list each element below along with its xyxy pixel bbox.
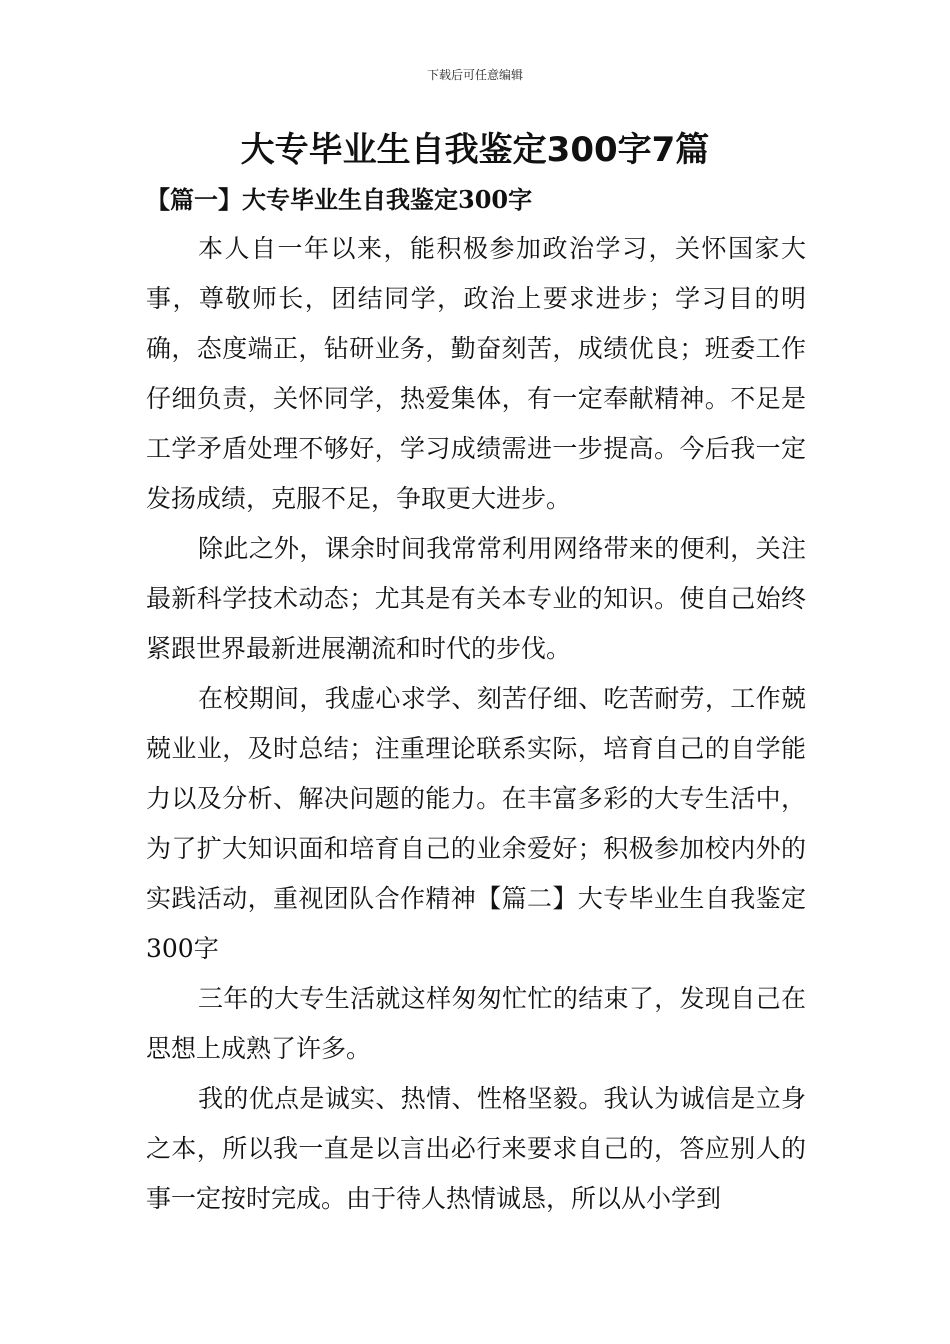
- paragraph: 在校期间，我虚心求学、刻苦仔细、吃苦耐劳，工作兢兢业业，及时总结；注重理论联系实际，培育自己的自学能力以及分析、解决问题的能力。在丰富多彩的大专生活中，为了扩大知识面和培育自己的业余爱好；积极参加校内外的实践活动，重视团队合作精神【篇二】大专毕业生自我鉴定300字: [146, 684, 806, 963]
- document-body: [146, 224, 806, 1224]
- paragraph: 本人自一年以来，能积极参加政治学习，关怀国家大事，尊敬师长，团结同学，政治上要求进步；学习目的明确，态度端正，钻研业务，勤奋刻苦，成绩优良；班委工作仔细负责，关怀同学，热爱集体，有一定奉献精神。不足是工学矛盾处理不够好，学习成绩需进一步提高。今后我一定发扬成绩，克服不足，争取更大进步。: [146, 234, 806, 513]
- paragraph: 我的优点是诚实、热情、性格坚毅。我认为诚信是立身之本，所以我一直是以言出必行来要求自己的，答应别人的事一定按时完成。由于待人热情诚恳，所以从小学到: [146, 1084, 806, 1213]
- header-note: 下载后可任意编辑: [426, 68, 523, 82]
- section-heading: 【篇一】大专毕业生自我鉴定300字: [146, 185, 533, 214]
- paragraph: 三年的大专生活就这样匆匆忙忙的结束了，发现自己在思想上成熟了许多。: [146, 984, 806, 1063]
- paragraph: 除此之外，课余时间我常常利用网络带来的便利，关注最新科学技术动态；尤其是有关本专业的知识。使自己始终紧跟世界最新进展潮流和时代的步伐。: [146, 534, 806, 663]
- document-title: 大专毕业生自我鉴定300字7篇: [240, 130, 710, 170]
